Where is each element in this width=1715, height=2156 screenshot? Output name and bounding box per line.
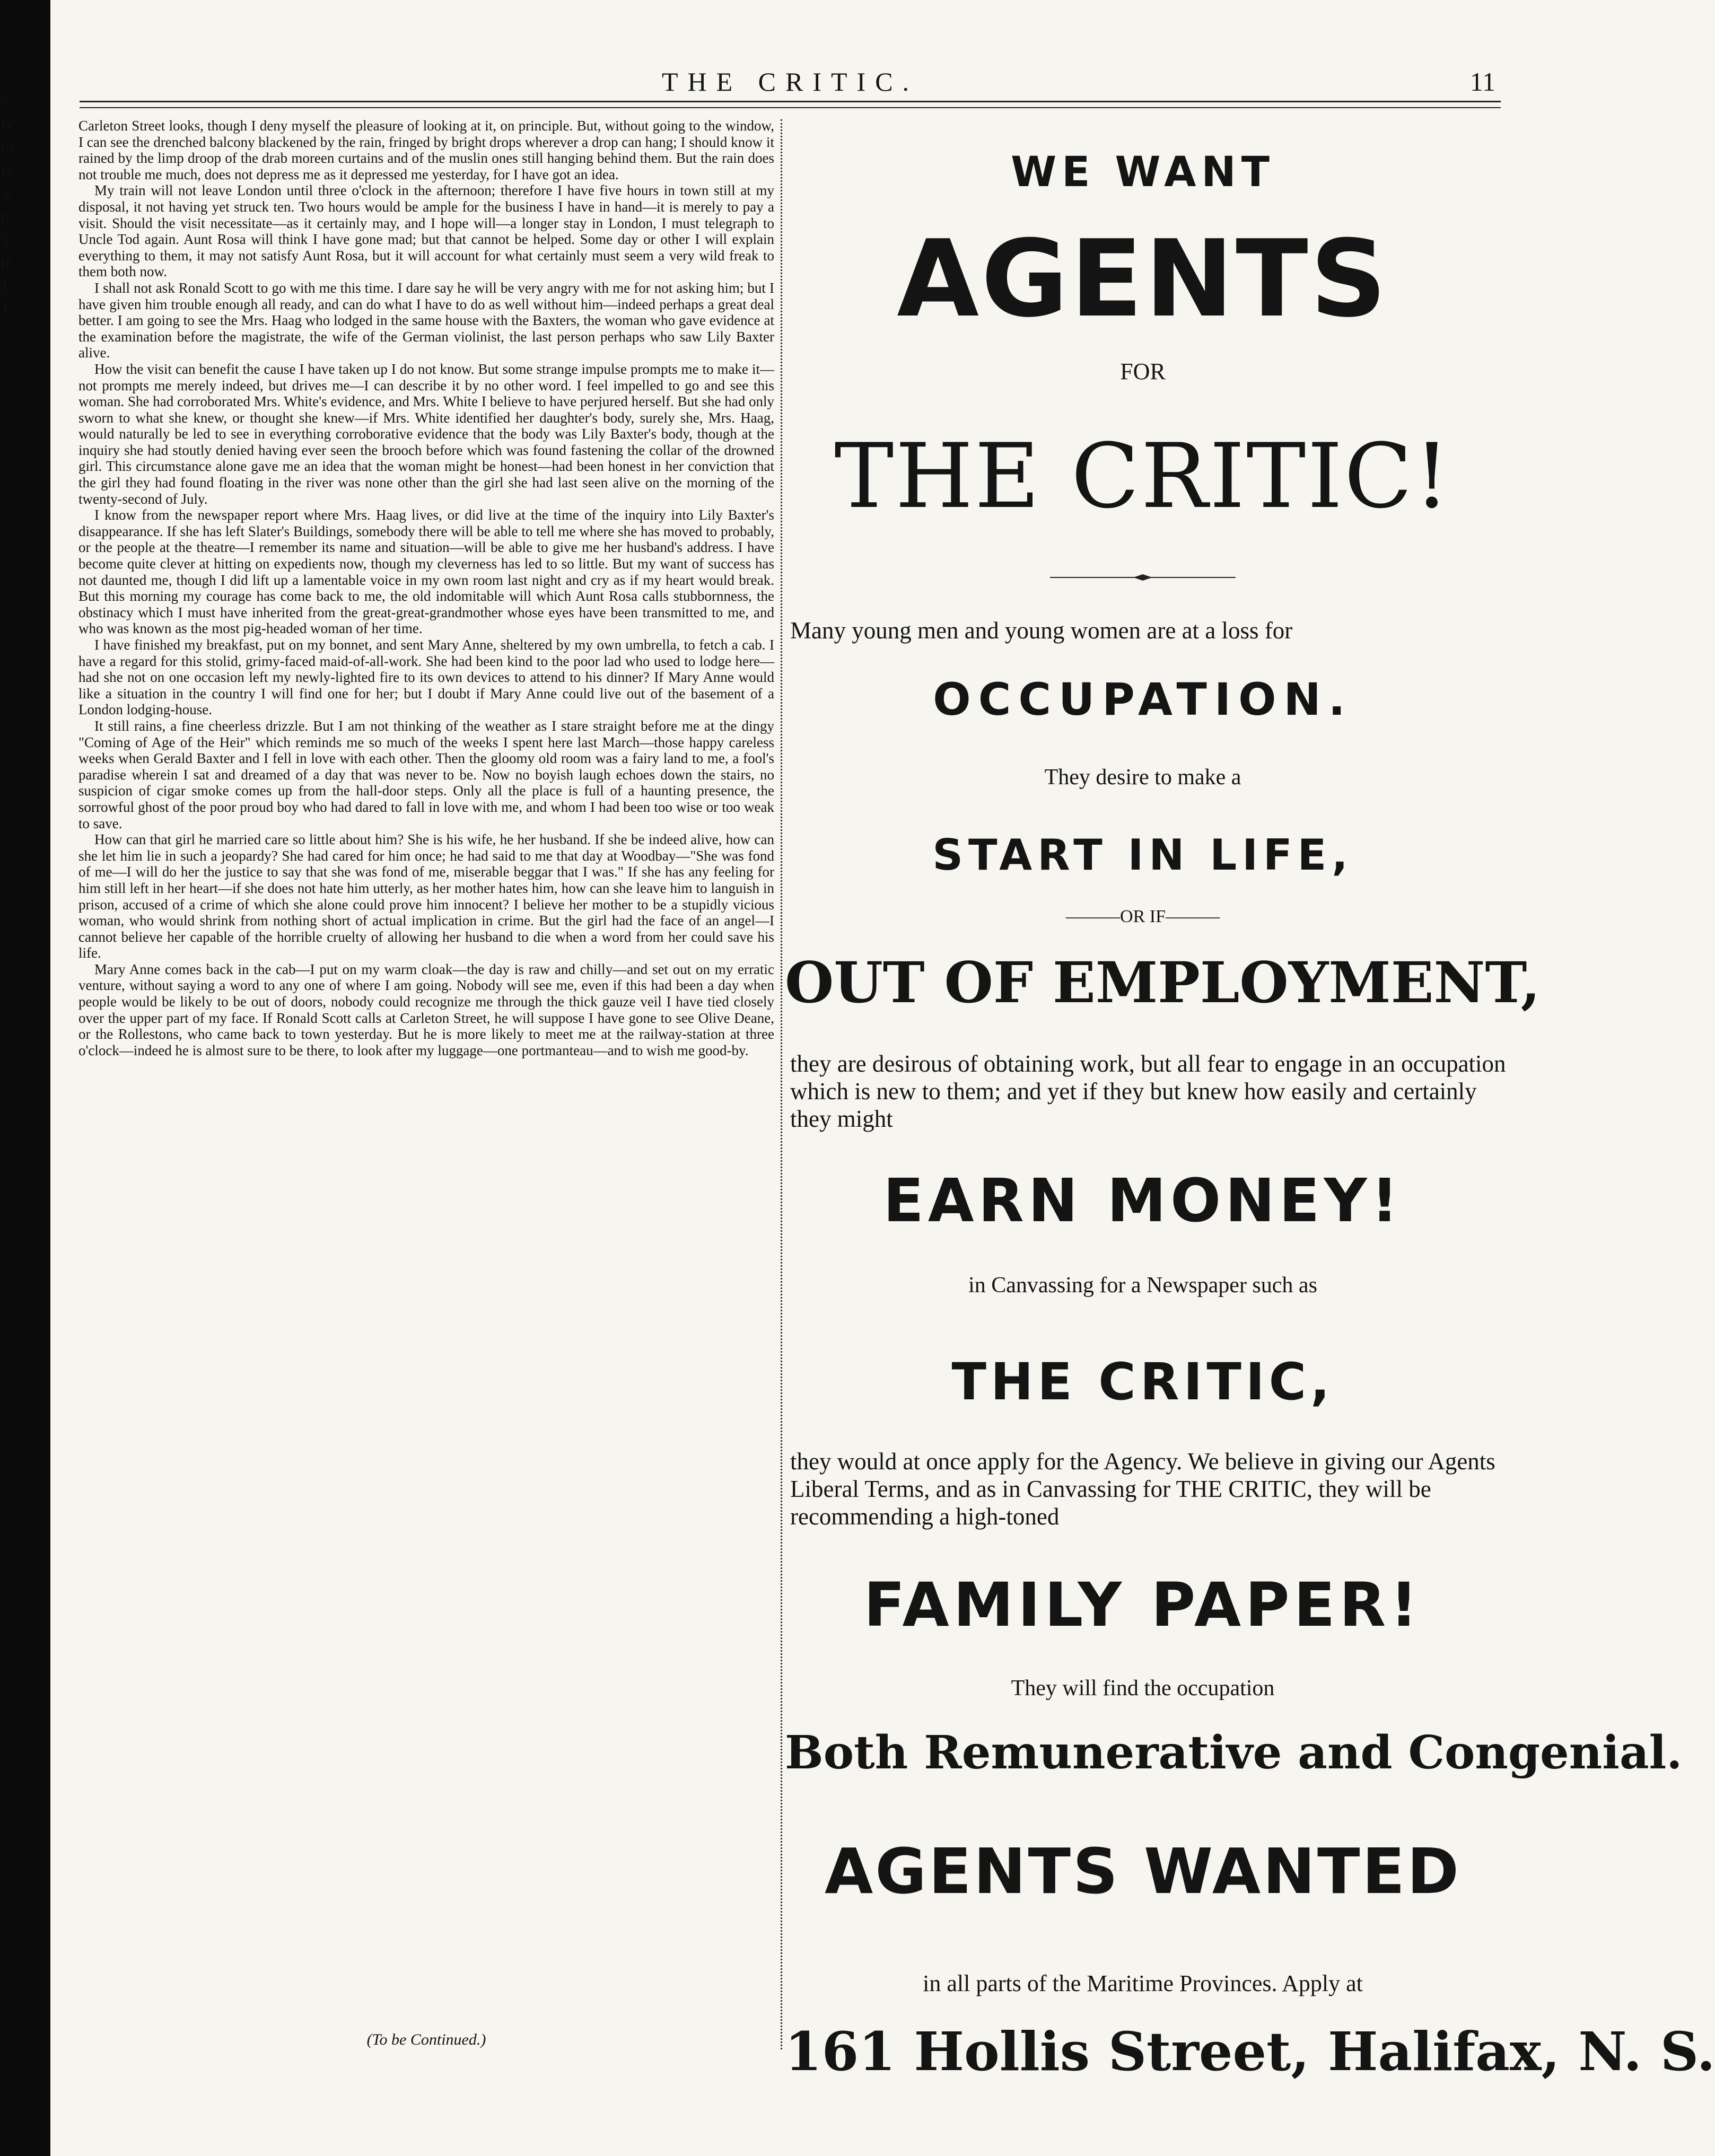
- margin-fragment: =: [1, 92, 10, 109]
- margin-fragment: 1: [1, 232, 9, 249]
- ad-apply-text: they would at once apply for the Agency. We believe in giving our Agents Liberal Terms, and as in Canvassing for THE CRITIC, they will be recommending a high-toned: [790, 1448, 1495, 1530]
- page-header: [80, 66, 1501, 103]
- story-paragraph: Carleton Street looks, though I deny myself the pleasure of looking at it, on principle. But, without going to the window, I can see the drenched balcony blackened by the rain, fringed by bright drops wherever a drop can hang; I should know it rained by the limp droop of the drab moreen curtains and of the muslin ones still hanging behind them. But the rain does not trouble me much, does not depress me as it depressed me yesterday, for I have got an idea.: [78, 118, 774, 182]
- ornament-rule: [1045, 574, 1241, 581]
- ad-for: FOR: [1120, 358, 1166, 384]
- ad-canvassing: in Canvassing for a Newspaper such as: [968, 1273, 1317, 1298]
- margin-fragment: 1: [1, 278, 9, 296]
- ad-family-paper: FAMILY PAPER!: [863, 1570, 1422, 1640]
- story-column: [78, 118, 774, 2021]
- ad-or-if: [785, 907, 1501, 927]
- ad-occupation: OCCUPATION.: [933, 673, 1353, 725]
- margin-fragment: of: [1, 138, 14, 156]
- ad-find-occupation: They will find the occupation: [1011, 1676, 1275, 1701]
- story-paragraph: How the visit can benefit the cause I have taken up I do not know. But some strange impulse prompts me to make it—not prompts me merely indeed, but drives me—I can describe it by no other word. I feel impelled to go and see this woman. She had corroborated Mrs. White's evidence, and Mrs. White I believe to have perjured herself. But she had only sworn to what she knew, or thought she knew—if Mrs. White identified her daughter's body, surely she, Mrs. Haag, would naturally be led to see in everything corroborative evidence that the body was Lily Baxter's body, though at the inquiry she had stoutly denied having ever seen the brooch before which was found fastening the collar of the drowned girl. This circumstance alone gave me an idea that the woman might be honest—had been honest in her conviction that the girl they had found floating in the river was none other than the girl she had last seen alive on the morning of the twenty-second of July.: [78, 361, 774, 507]
- ad-out-of-employment: OUT OF EMPLOYMENT,: [785, 949, 1541, 1015]
- story-paragraph: I shall not ask Ronald Scott to go with me this time. I dare say he will be very angry with me for not asking him; but I have given him trouble enough all ready, and can do what I have to do as well without him—indeed perhaps a great deal better. I am going to see the Mrs. Haag who lodged in the same house with the Baxters, the woman who gave evidence at the examination before the magistrate, the wife of the German violinist, the last person perhaps who saw Lily Baxter alive.: [78, 279, 774, 361]
- margin-fragment: ly: [1, 115, 14, 133]
- margin-fragments: [1, 93, 15, 326]
- margin-fragment: if: [1, 255, 11, 273]
- story-paragraph: My train will not leave London until three o'clock in the afternoon; therefore I have five hours in town still at my disposal, it not having yet struck ten. Two hours would be ample for the business I have in hand—it is merely to pay a visit. Should the visit necessitate—as it certainly may, and I hope will—a longer stay in London, I must telegraph to Uncle Tod again. Aunt Rosa will think I have gone mad; but that cannot be helped. Some day or other I will explain everything to them, it may not satisfy Aunt Rosa, but it will account for what certainly must seem a very wild freak to them both now.: [78, 182, 774, 280]
- ad-obtaining: they are desirous of obtaining work, but all fear to engage in an occupation which is new to them; and yet if they but knew how easily and certainly they might: [790, 1050, 1506, 1132]
- ad-earn-money: EARN MONEY!: [883, 1167, 1403, 1235]
- ad-parts: in all parts of the Maritime Provinces. Apply at: [923, 1970, 1363, 1996]
- ad-address: 161 Hollis Street, Halifax, N. S.: [785, 2020, 1715, 2083]
- story-paragraph: I know from the newspaper report where Mrs. Haag lives, or did live at the time of the inquiry into Lily Baxter's disappearance. If she has left Slater's Buildings, somebody there will be able to tell me where she has moved to probably, or the people at the theatre—I remember its name and situation—will be able to give me her husband's address. I have become quite clever at hitting on expedients now, though my cleverness has led to so little. But my want of success has not daunted me, though I did lift up a lamentable voice in my own room last night and cry as if my heart would break. But this morning my courage has come back to me, the old indomitable will which Aunt Rosa calls stubbornness, the obstinacy which I must have inherited from the great-great-grandmother whose eyes have been transmitted to me, and who was known as the most pig-headed woman of her time.: [78, 507, 774, 637]
- ad-or-if-text: OR IF: [1120, 907, 1166, 926]
- or-if-rule-right: ———: [1165, 907, 1220, 926]
- ad-agents: AGENTS: [897, 217, 1389, 341]
- ad-start-in-life: START IN LIFE,: [932, 830, 1353, 880]
- story-paragraph: How can that girl he married care so little about him? She is his wife, he her husband. If she be indeed alive, how can she let him lie in such a jeopardy? She had cared for him once; he had said to me that day at Woodbay—"She was fond of me—I will do her the justice to say that she was fond of me, miserable beggar that I was." If she has any feeling for him still left in her heart—if she does not hate him utterly, as her mother hates him, how can she leave him to languish in prison, accused of a crime of which she alone could prove him innocent? I believe her mother to be a stupidly vicious woman, who would shrink from nothing short of actual implication in crime. But the girl had the face of an angel—I cannot believe her capable of the horrible cruelty of allowing her husband to die when a word from her could save his life.: [78, 831, 774, 961]
- header-rule-thin: [80, 107, 1501, 108]
- or-if-rule-left: ———: [1066, 907, 1121, 926]
- margin-fragment: 1: [1, 302, 9, 319]
- margin-fragment: ly: [1, 162, 14, 179]
- margin-fragment: 'e: [1, 185, 11, 203]
- ad-desire: They desire to make a: [1044, 765, 1241, 790]
- ad-intro: Many young men and young women are at a loss for: [790, 617, 1293, 644]
- page-number: 11: [1469, 67, 1495, 97]
- to-be-continued: (To be Continued.): [366, 2031, 486, 2048]
- ad-the-critic: THE CRITIC!: [834, 424, 1451, 528]
- agents-advertisement: [785, 111, 1715, 2083]
- margin-fragment: it: [1, 208, 10, 226]
- newspaper-title: THE CRITIC.: [661, 67, 919, 97]
- ad-agents-wanted: AGENTS WANTED: [824, 1835, 1462, 1908]
- ad-we-want: WE WANT: [1011, 148, 1275, 196]
- ad-the-critic-2: THE CRITIC,: [951, 1352, 1334, 1412]
- story-paragraph: Mary Anne comes back in the cab—I put on my warm cloak—the day is raw and chilly—and set out on my erratic venture, without saying a word to any one of where I am going. Nobody will see me, even if this had been a day when people would be likely to be out of doors, nobody could recognize me through the thick gauze veil I have tied closely over the upper part of my face. If Ronald Scott calls at Carleton Street, he will suppose I have gone to see Olive Deane, or the Rollestons, who came back to town yesterday. But he is more likely to meet me at the railway-station at three o'clock—indeed he is almost sure to be there, to look after my luggage—one portmanteau—and to wish me good-by.: [78, 961, 774, 1058]
- story-paragraph: It still rains, a fine cheerless drizzle. But I am not thinking of the weather as I stare straight before me at the dingy "Coming of Age of the Heir" which reminds me so much of the weeks I spent here last March—those happy careless weeks when Gerald Baxter and I fell in love with each other. Then the gloomy old room was a fairy land to me, a fool's paradise wherein I sat and dreamed of a day that was never to be. Now no boyish laugh echoes down the stairs, no suspicion of cigar smoke comes up from the hall-door steps. Only all the place is full of a haunting presence, the sorrowful ghost of the poor proud boy who had dared to fall in love with me, and whom I had been too wise or too weak to save.: [78, 717, 774, 831]
- header-rule: [80, 101, 1501, 102]
- story-paragraph: I have finished my breakfast, put on my bonnet, and sent Mary Anne, sheltered by my own umbrella, to fetch a cab. I have a regard for this stolid, grimy-faced maid-of-all-work. She had been kind to the poor lad who used to lodge here—had she not on one occasion left my newly-lighted fire to its own devices to attend to his dinner? If Mary Anne would like a situation in the country I will find one for her; but I doubt if Mary Anne could live out of the basement of a London lodging-house.: [78, 637, 774, 718]
- column-divider: [781, 119, 782, 2049]
- ad-remunerative: Both Remunerative and Congenial.: [785, 1726, 1683, 1780]
